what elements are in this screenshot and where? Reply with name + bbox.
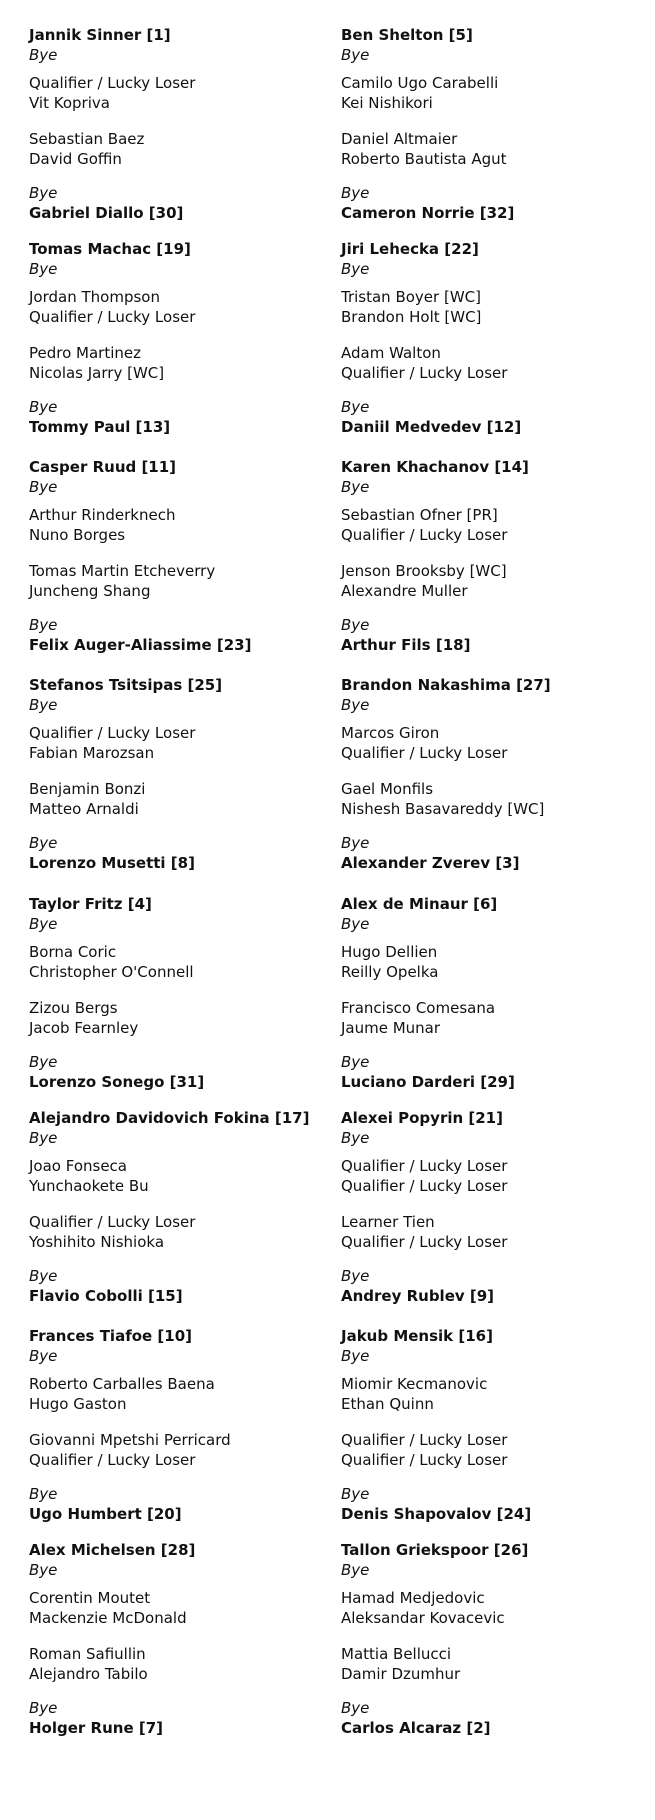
player-entry: Francisco Comesana [341,999,496,1017]
seeded-player: Carlos Alcaraz [2] [341,1719,491,1737]
player-entry: Damir Dzumhur [341,1665,461,1683]
player-entry: Brandon Holt [WC] [341,308,482,326]
player-entry: Daniel Altmaier [341,130,458,148]
player-entry: Qualifier / Lucky Loser [29,1213,196,1231]
seeded-player: Luciano Darderi [29] [341,1073,515,1091]
seeded-player: Alexander Zverev [3] [341,854,520,872]
bye-entry: Bye [341,184,370,202]
player-entry: Giovanni Mpetshi Perricard [29,1431,231,1449]
seeded-player: Arthur Fils [18] [341,636,471,654]
player-entry: Hugo Gaston [29,1395,127,1413]
player-entry: Nuno Borges [29,526,126,544]
player-entry: Juncheng Shang [29,582,151,600]
player-entry: Jacob Fearnley [29,1019,139,1037]
bye-entry: Bye [341,1699,370,1717]
player-entry: Qualifier / Lucky Loser [341,1233,508,1251]
bye-entry: Bye [341,915,370,933]
player-entry: Yunchaokete Bu [29,1177,149,1195]
bye-entry: Bye [341,616,370,634]
player-entry: Qualifier / Lucky Loser [341,364,508,382]
bye-entry: Bye [341,398,370,416]
seeded-player: Flavio Cobolli [15] [29,1287,183,1305]
player-entry: Sebastian Ofner [PR] [341,506,498,524]
bye-entry: Bye [341,1267,370,1285]
seeded-player: Ben Shelton [5] [341,26,473,44]
player-entry: Reilly Opelka [341,963,439,981]
bye-entry: Bye [341,834,370,852]
player-entry: Corentin Moutet [29,1589,151,1607]
seeded-player: Jannik Sinner [1] [29,26,171,44]
player-entry: Qualifier / Lucky Loser [341,526,508,544]
player-entry: Roberto Bautista Agut [341,150,507,168]
player-entry: Qualifier / Lucky Loser [341,744,508,762]
player-entry: Jordan Thompson [29,288,160,306]
bye-entry: Bye [29,1053,58,1071]
seeded-player: Alejandro Davidovich Fokina [17] [29,1109,310,1127]
seeded-player: Frances Tiafoe [10] [29,1327,193,1345]
player-entry: Learner Tien [341,1213,435,1231]
player-entry: Borna Coric [29,943,117,961]
bye-entry: Bye [341,260,370,278]
bye-entry: Bye [29,915,58,933]
player-entry: Jenson Brooksby [WC] [341,562,507,580]
seeded-player: Alexei Popyrin [21] [341,1109,503,1127]
player-entry: Arthur Rinderknech [29,506,176,524]
player-entry: Qualifier / Lucky Loser [29,74,196,92]
bye-entry: Bye [341,1129,370,1147]
player-entry: Roberto Carballes Baena [29,1375,215,1393]
player-entry: Benjamin Bonzi [29,780,146,798]
seeded-player: Alex Michelsen [28] [29,1541,196,1559]
seeded-player: Holger Rune [7] [29,1719,163,1737]
player-entry: Marcos Giron [341,724,440,742]
bye-entry: Bye [29,834,58,852]
player-entry: Nicolas Jarry [WC] [29,364,165,382]
player-entry: Roman Safiullin [29,1645,146,1663]
player-entry: Qualifier / Lucky Loser [29,308,196,326]
bye-entry: Bye [341,1347,370,1365]
player-entry: Alejandro Tabilo [29,1665,148,1683]
seeded-player: Andrey Rublev [9] [341,1287,495,1305]
seeded-player: Jiri Lehecka [22] [341,240,479,258]
seeded-player: Cameron Norrie [32] [341,204,515,222]
player-entry: Qualifier / Lucky Loser [341,1451,508,1469]
player-entry: Qualifier / Lucky Loser [341,1157,508,1175]
seeded-player: Tallon Griekspoor [26] [341,1541,529,1559]
seeded-player: Alex de Minaur [6] [341,895,498,913]
player-entry: Zizou Bergs [29,999,118,1017]
bye-entry: Bye [29,1485,58,1503]
seeded-player: Brandon Nakashima [27] [341,676,551,694]
player-entry: Adam Walton [341,344,441,362]
player-entry: Alexandre Muller [341,582,468,600]
player-entry: Jaume Munar [341,1019,441,1037]
seeded-player: Casper Ruud [11] [29,458,177,476]
seeded-player: Karen Khachanov [14] [341,458,529,476]
seeded-player: Gabriel Diallo [30] [29,204,184,222]
player-entry: Yoshihito Nishioka [29,1233,165,1251]
player-entry: Aleksandar Kovacevic [341,1609,505,1627]
player-entry: Tomas Martin Etcheverry [29,562,216,580]
bye-entry: Bye [29,184,58,202]
seeded-player: Stefanos Tsitsipas [25] [29,676,223,694]
bye-entry: Bye [29,1267,58,1285]
player-entry: Hamad Medjedovic [341,1589,485,1607]
player-entry: Joao Fonseca [29,1157,127,1175]
player-entry: Pedro Martinez [29,344,142,362]
player-entry: Hugo Dellien [341,943,438,961]
bye-entry: Bye [29,616,58,634]
bye-entry: Bye [29,398,58,416]
seeded-player: Tomas Machac [19] [29,240,191,258]
seeded-player: Lorenzo Musetti [8] [29,854,195,872]
player-entry: Nishesh Basavareddy [WC] [341,800,545,818]
player-entry: Christopher O'Connell [29,963,194,981]
bye-entry: Bye [341,696,370,714]
seeded-player: Felix Auger-Aliassime [23] [29,636,252,654]
player-entry: Qualifier / Lucky Loser [29,724,196,742]
player-entry: Fabian Marozsan [29,744,155,762]
bye-entry: Bye [29,46,58,64]
bye-entry: Bye [29,1347,58,1365]
player-entry: Kei Nishikori [341,94,433,112]
player-entry: Miomir Kecmanovic [341,1375,488,1393]
player-entry: Ethan Quinn [341,1395,434,1413]
player-entry: Qualifier / Lucky Loser [29,1451,196,1469]
player-entry: Camilo Ugo Carabelli [341,74,499,92]
seeded-player: Jakub Mensik [16] [341,1327,493,1345]
bye-entry: Bye [29,696,58,714]
seeded-player: Lorenzo Sonego [31] [29,1073,205,1091]
bye-entry: Bye [29,478,58,496]
bye-entry: Bye [29,1129,58,1147]
bye-entry: Bye [341,1561,370,1579]
player-entry: Gael Monfils [341,780,434,798]
seeded-player: Taylor Fritz [4] [29,895,152,913]
player-entry: David Goffin [29,150,122,168]
seeded-player: Denis Shapovalov [24] [341,1505,532,1523]
seeded-player: Ugo Humbert [20] [29,1505,182,1523]
player-entry: Qualifier / Lucky Loser [341,1177,508,1195]
player-entry: Mattia Bellucci [341,1645,452,1663]
bye-entry: Bye [341,1053,370,1071]
bye-entry: Bye [341,478,370,496]
player-entry: Mackenzie McDonald [29,1609,187,1627]
player-entry: Qualifier / Lucky Loser [341,1431,508,1449]
seeded-player: Tommy Paul [13] [29,418,171,436]
seeded-player: Daniil Medvedev [12] [341,418,522,436]
bye-entry: Bye [29,1699,58,1717]
player-entry: Matteo Arnaldi [29,800,139,818]
player-entry: Sebastian Baez [29,130,145,148]
bye-entry: Bye [29,260,58,278]
bye-entry: Bye [29,1561,58,1579]
bye-entry: Bye [341,1485,370,1503]
player-entry: Vit Kopriva [29,94,110,112]
player-entry: Tristan Boyer [WC] [341,288,481,306]
bye-entry: Bye [341,46,370,64]
